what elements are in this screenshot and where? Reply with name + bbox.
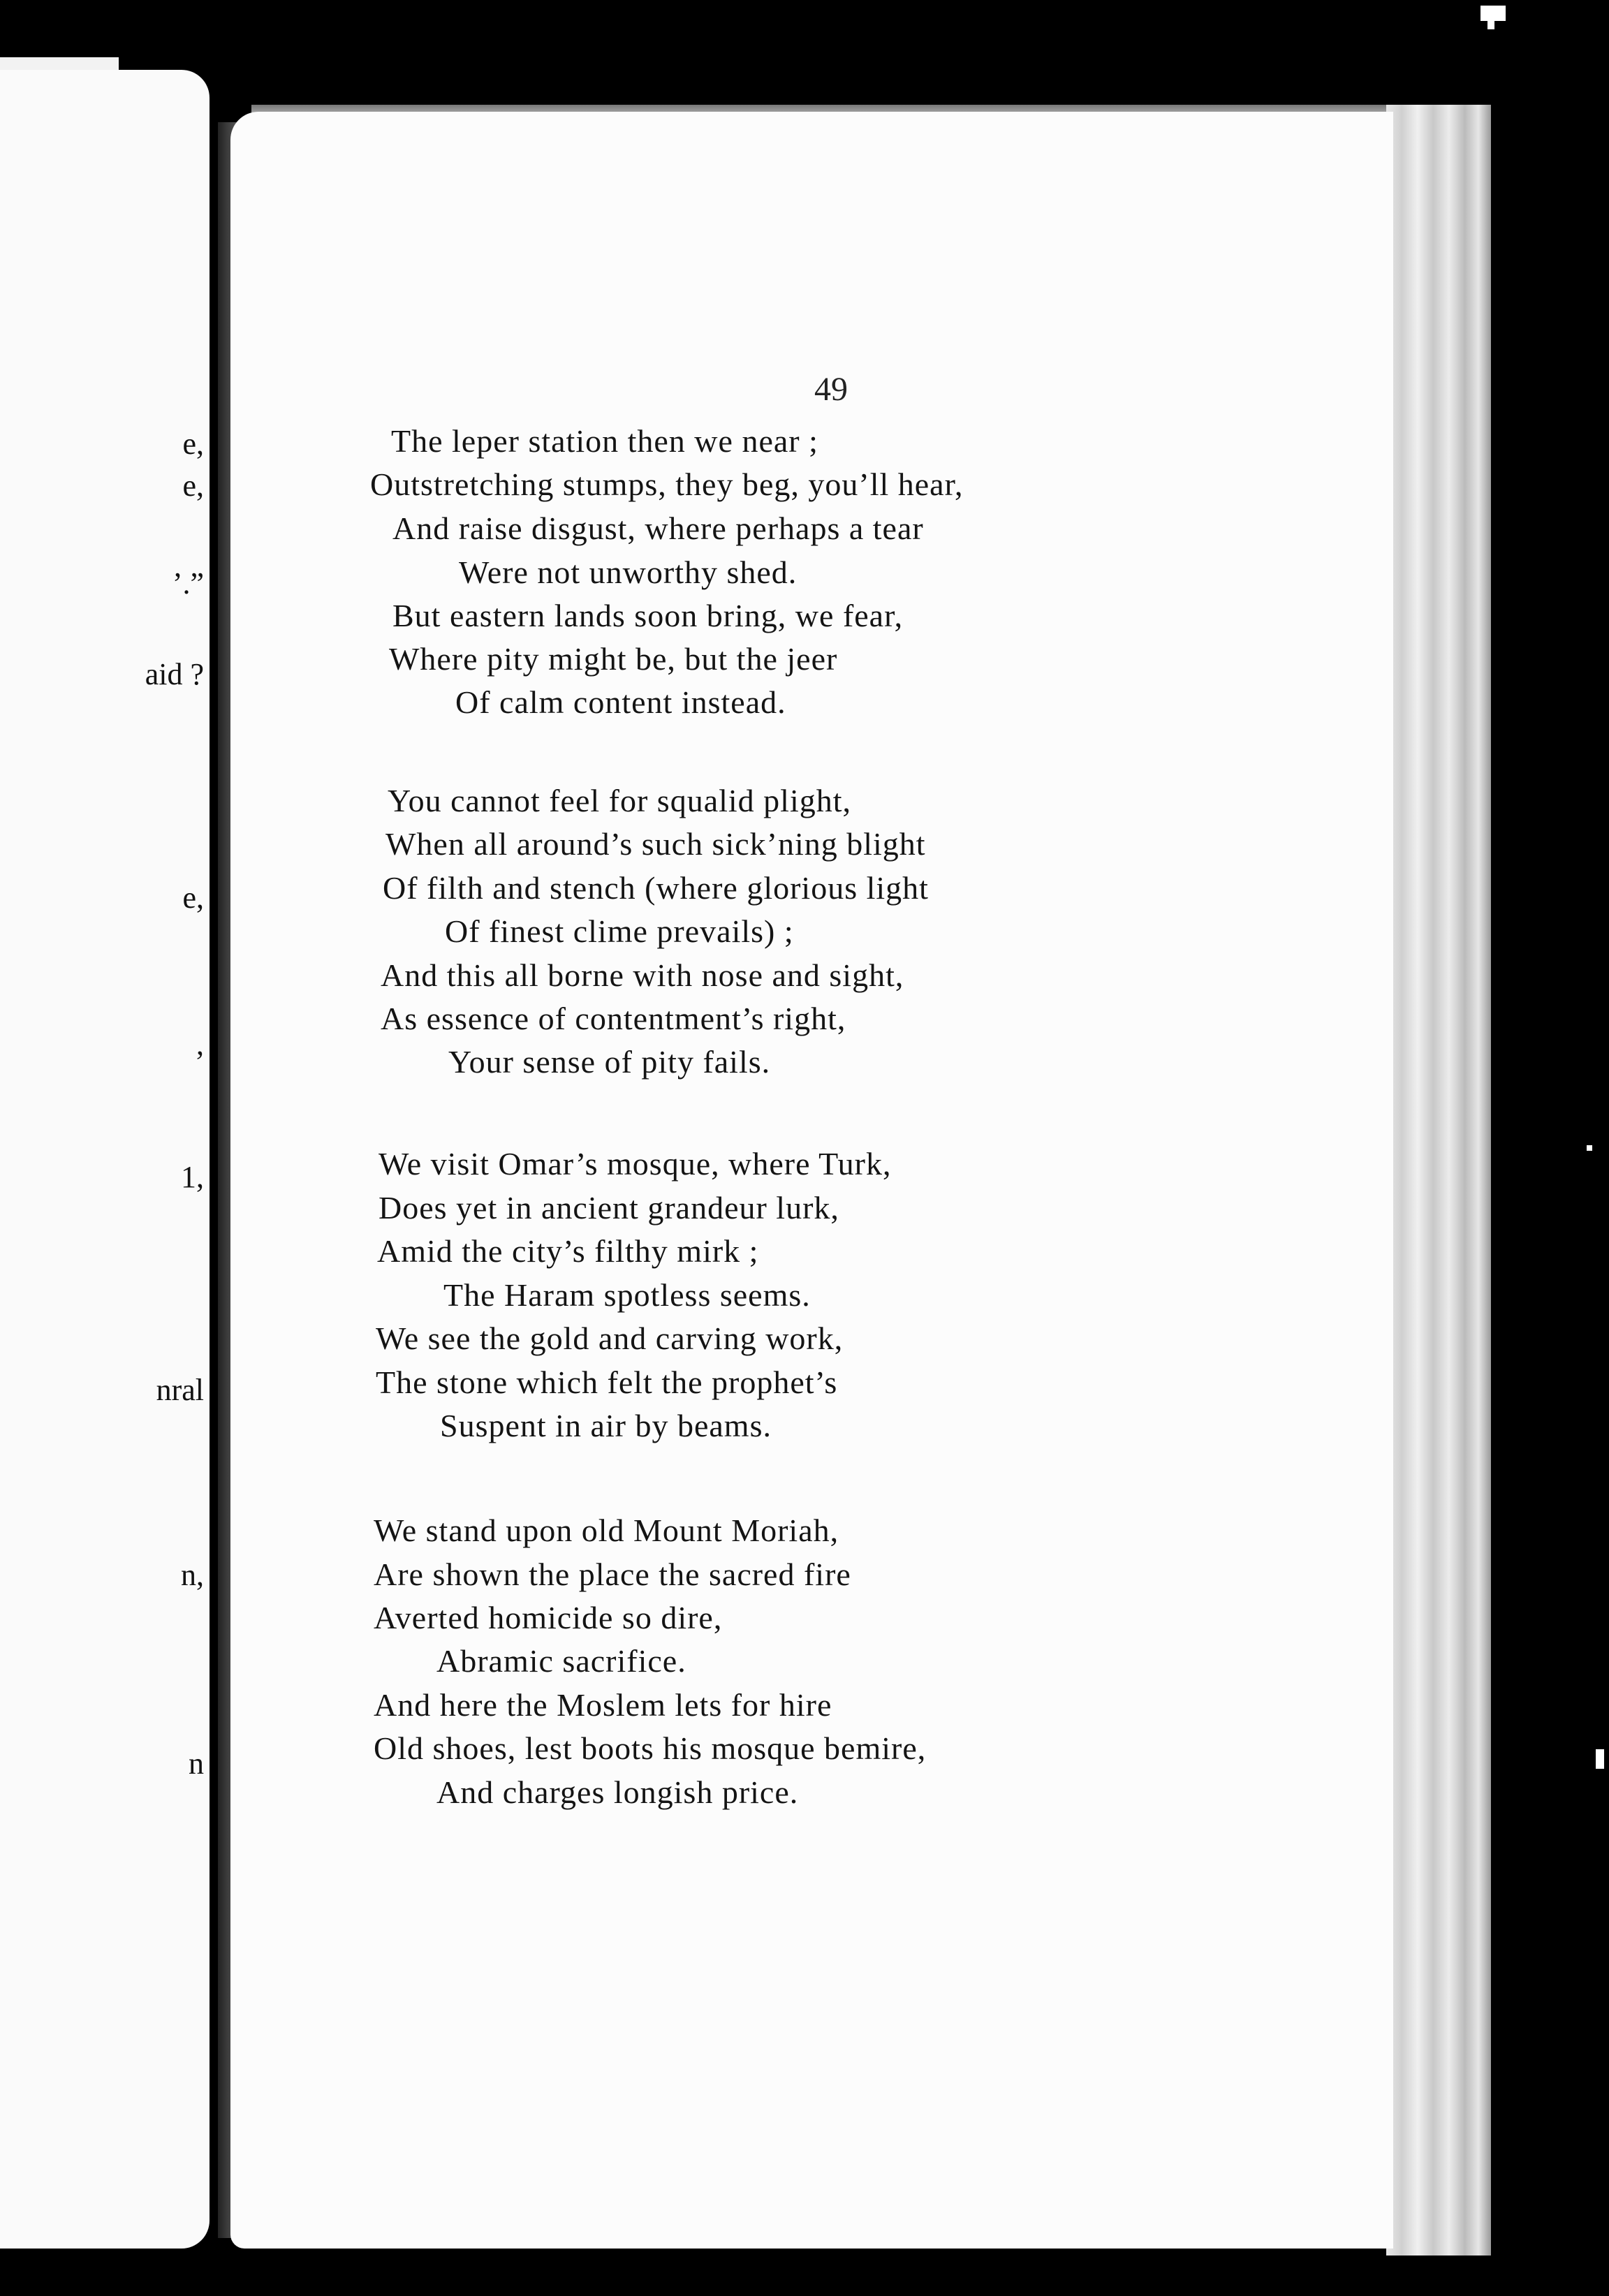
left-page-fragment: e,	[182, 427, 204, 461]
page-number: 49	[814, 371, 848, 408]
left-page-fragment: 1,	[181, 1160, 204, 1194]
left-page-fragment: e,	[182, 881, 204, 915]
verse-line: You cannot feel for squalid plight,	[388, 783, 852, 818]
verse-line: Outstretching stumps, they beg, you’ll hear,	[370, 466, 964, 502]
verse-line: Suspent in air by beams.	[440, 1408, 772, 1443]
verse-line: The stone which felt the prophet’s	[376, 1364, 838, 1400]
verse-line: And this all borne with nose and sight,	[381, 957, 904, 993]
verse-line: We see the gold and carving work,	[376, 1320, 844, 1356]
verse-line: And charges longish price.	[436, 1774, 799, 1810]
main-page	[230, 112, 1393, 2249]
scan-artifact	[1587, 1145, 1592, 1151]
verse-line: Abramic sacrifice.	[436, 1643, 686, 1679]
verse-line: Averted homicide so dire,	[374, 1600, 723, 1635]
left-page	[0, 70, 210, 2249]
verse-line: We visit Omar’s mosque, where Turk,	[379, 1146, 892, 1182]
verse-line: When all around’s such sick’ning blight	[385, 826, 926, 862]
verse-line: Does yet in ancient grandeur lurk,	[379, 1190, 839, 1226]
verse-line: Old shoes, lest boots his mosque bemire,	[374, 1730, 927, 1766]
left-page-fragment: nral	[156, 1373, 204, 1407]
verse-line: Of calm content instead.	[455, 684, 786, 720]
scan-artifact	[1487, 21, 1494, 29]
left-page-fragment: n,	[181, 1558, 204, 1592]
left-page-fragment: e,	[182, 469, 204, 503]
scan-artifact	[1596, 1749, 1604, 1769]
left-page-fragment: ,	[196, 1027, 204, 1061]
verse-line: We stand upon old Mount Moriah,	[374, 1513, 839, 1548]
verse-line: But eastern lands soon bring, we fear,	[392, 598, 904, 633]
verse-line: And raise disgust, where perhaps a tear	[392, 510, 924, 546]
verse-line: Of filth and stench (where glorious light	[383, 870, 929, 906]
verse-line: Of finest clime prevails) ;	[445, 913, 794, 949]
verse-line: The Haram spotless seems.	[443, 1277, 811, 1313]
verse-line: The leper station then we near ;	[391, 423, 818, 459]
page-stack-edge	[1386, 105, 1491, 2255]
verse-line: As essence of contentment’s right,	[381, 1001, 846, 1036]
left-page-fragment: ’.”	[172, 566, 204, 601]
verse-line: Were not unworthy shed.	[459, 554, 798, 590]
scan-artifact	[1481, 6, 1506, 21]
left-page-fragment: n	[189, 1746, 204, 1781]
left-page-fragment: aid ?	[145, 657, 204, 691]
verse-line: Where pity might be, but the jeer	[389, 641, 838, 677]
verse-line: Are shown the place the sacred fire	[374, 1557, 851, 1592]
verse-line: Amid the city’s filthy mirk ;	[377, 1233, 759, 1269]
verse-line: And here the Moslem lets for hire	[374, 1687, 832, 1723]
verse-line: Your sense of pity fails.	[448, 1044, 771, 1080]
